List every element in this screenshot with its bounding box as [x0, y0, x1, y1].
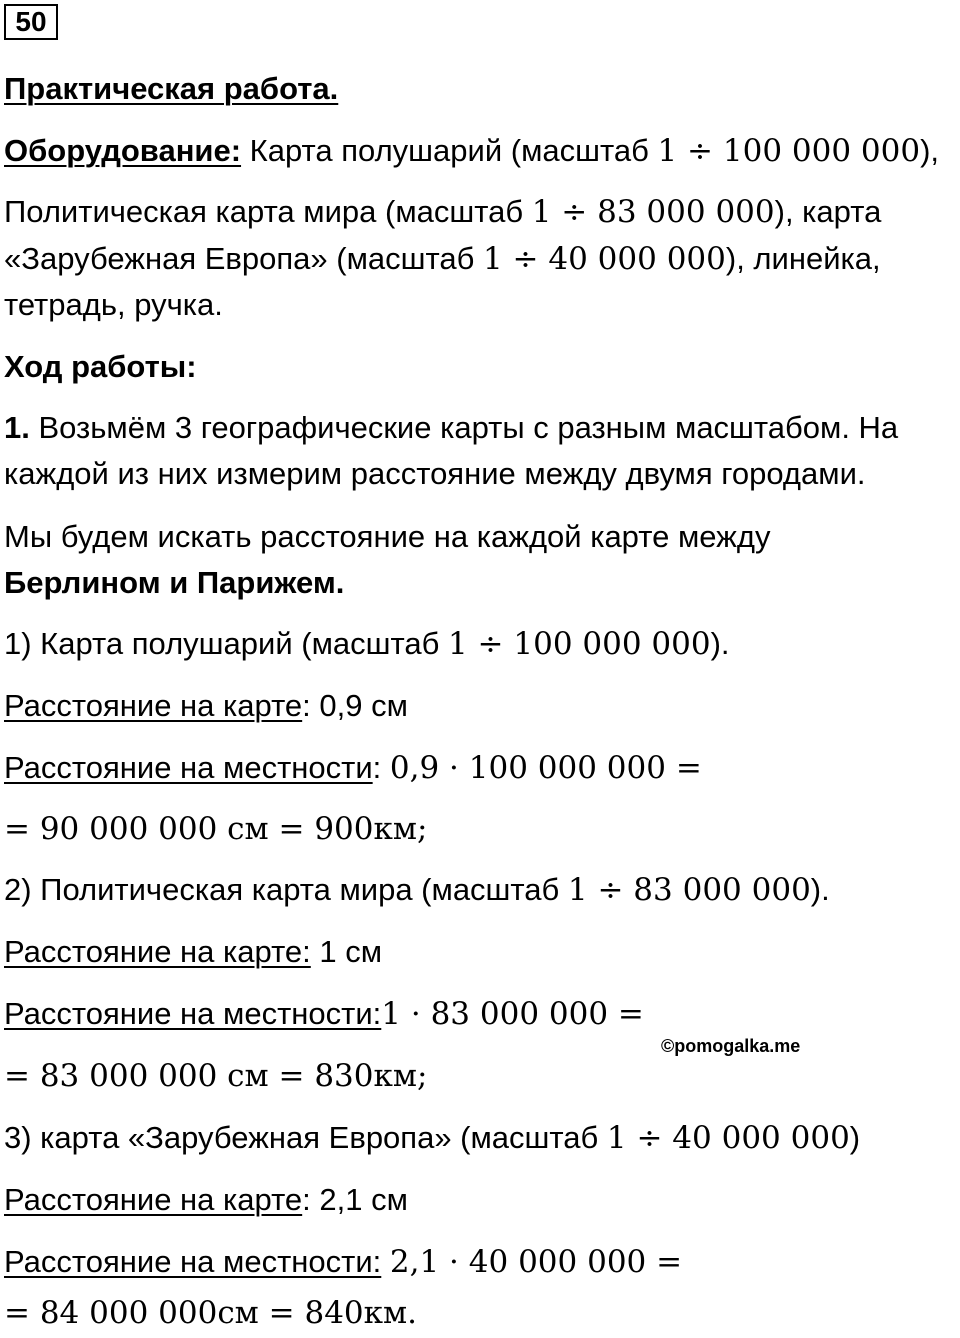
equipment-scale-3: 1 ÷ 40 000 000 [482, 241, 726, 277]
map-2-title [4, 867, 830, 913]
map-1-title [4, 621, 730, 667]
map-2-ground-expr: 1 · 83 000 000 = [381, 996, 644, 1032]
search-line-1: Мы будем искать расстояние на каждой карте между [4, 519, 771, 554]
equipment-line-1 [4, 128, 939, 174]
map-3-title-end: ) [849, 1120, 861, 1155]
map-2-title-text: 2) Политическая карта мира (масштаб [4, 872, 568, 907]
equipment-text-1: Карта полушарий (масштаб [241, 133, 658, 168]
map-2-scale: 1 ÷ 83 000 000 [567, 872, 811, 908]
equipment-scale-2: 1 ÷ 83 000 000 [531, 194, 775, 230]
equipment-end-2: ), карта [774, 194, 882, 229]
step1-number: 1. [4, 410, 30, 445]
equipment-line-3 [4, 236, 881, 282]
map-1-ground-sep: : [372, 750, 390, 785]
equipment-line-2 [4, 189, 881, 235]
map-1-ground [4, 745, 702, 791]
map-3-ground-sep [381, 1244, 390, 1279]
watermark: ©pomogalka.me [661, 1036, 801, 1056]
equipment-end-1: ), [920, 133, 940, 168]
map-2-result: = 83 000 000 см = 830км; [4, 1058, 428, 1094]
heading: Практическая работа. [4, 71, 339, 106]
map-3-distance [4, 1177, 408, 1223]
map-1-result: = 90 000 000 см = 900км; [4, 811, 428, 847]
equipment-end-3: ), линейка, [725, 241, 881, 276]
task-number-box: 50 [4, 4, 58, 40]
map-1-scale: 1 ÷ 100 000 000 [447, 626, 711, 662]
map-2-distance [4, 929, 382, 975]
map-2-ground-label: Расстояние на местности: [4, 996, 382, 1031]
map-1-ground-expr: 0,9 · 100 000 000 = [389, 750, 702, 786]
search-line-2: Берлином и Парижем. [4, 565, 345, 600]
equipment-line-4: тетрадь, ручка. [4, 287, 223, 322]
step1-line-1 [4, 405, 898, 451]
map-1-title-text: 1) Карта полушарий (масштаб [4, 626, 448, 661]
equipment-scale-1: 1 ÷ 100 000 000 [657, 133, 921, 169]
equipment-label: Оборудование: [4, 133, 242, 168]
map-3-result: = 84 000 000см = 840км. [4, 1295, 417, 1331]
map-2-distance-value: 1 см [310, 934, 383, 969]
procedure-label: Ход работы: [4, 349, 197, 384]
map-1-title-end: ). [710, 626, 730, 661]
equipment-text-2: Политическая карта мира (масштаб [4, 194, 532, 229]
map-1-distance-label: Расстояние на карте [4, 688, 303, 723]
map-2-title-end: ). [810, 872, 830, 907]
map-1-distance [4, 683, 408, 729]
map-3-ground-expr: 2,1 · 40 000 000 = [389, 1244, 683, 1280]
map-3-title-text: 3) карта «Зарубежная Европа» (масштаб [4, 1120, 607, 1155]
map-3-scale: 1 ÷ 40 000 000 [606, 1120, 850, 1156]
map-3-ground [4, 1239, 682, 1285]
map-3-distance-label: Расстояние на карте [4, 1182, 303, 1217]
map-1-ground-label: Расстояние на местности [4, 750, 373, 785]
map-2-ground [4, 991, 644, 1037]
map-1-distance-value: : 0,9 см [302, 688, 408, 723]
map-3-distance-value: : 2,1 см [302, 1182, 408, 1217]
map-2-distance-label: Расстояние на карте: [4, 934, 311, 969]
step1-text-1: Возьмём 3 географические карты с разным масштабом. На [29, 410, 899, 445]
map-3-title [4, 1115, 860, 1161]
step1-line-2: каждой из них измерим расстояние между двумя городами. [4, 456, 866, 491]
map-3-ground-label: Расстояние на местности: [4, 1244, 382, 1279]
equipment-text-3: «Зарубежная Европа» (масштаб [4, 241, 483, 276]
